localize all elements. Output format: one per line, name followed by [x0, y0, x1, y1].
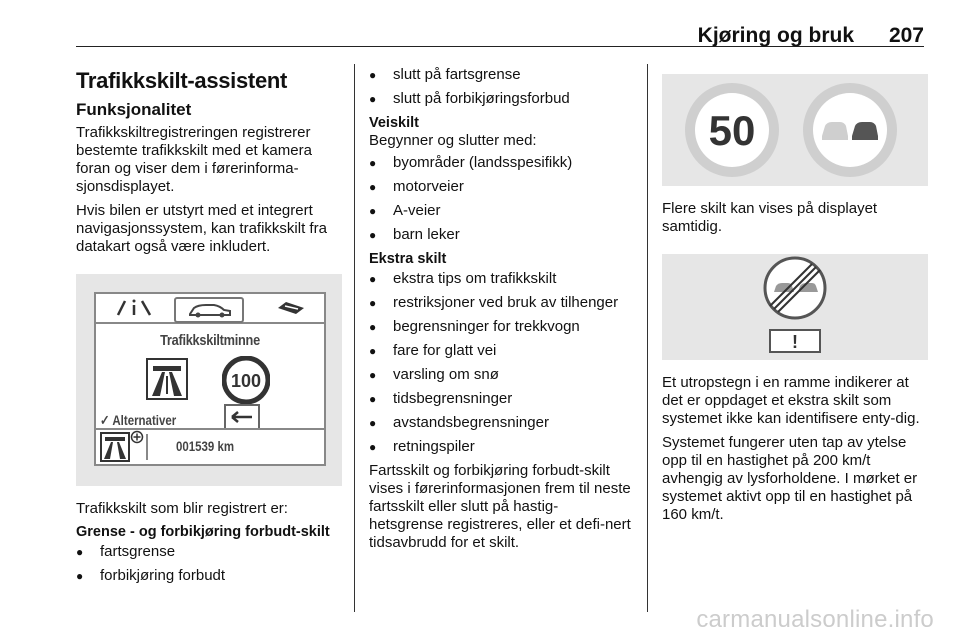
watermark: carmanualsonline.info	[696, 606, 934, 633]
column-divider	[354, 64, 355, 612]
column-3	[662, 66, 928, 530]
signs-figure	[662, 74, 928, 186]
figure-caption: Flere skilt kan vises på displayet samtidig.	[662, 200, 878, 235]
car-icon	[176, 299, 242, 321]
list-item: ● fartsgrense	[76, 543, 342, 561]
veiskilt-title: Veiskilt	[369, 115, 419, 131]
speed-limit-value: 100	[230, 371, 262, 391]
veiskilt-intro: Begynner og slutter med:	[369, 132, 537, 149]
list-item: ● slutt på forbikjøringsforbud	[369, 90, 631, 108]
list-item: ● forbikjøring forbudt	[76, 567, 342, 585]
page-number: 207	[888, 24, 924, 47]
list-item: ● byområder (landsspesifikk)	[369, 154, 631, 172]
column-1	[76, 58, 342, 591]
figure-caption: Trafikkskilt som blir registrert er:	[76, 500, 288, 517]
odometer: 001539 km	[176, 438, 235, 454]
list-item: ● fare for glatt vei	[369, 342, 631, 360]
plus-circle-icon	[130, 430, 144, 444]
list-item: ● tidsbegrensninger	[369, 390, 631, 408]
list-item: ● retningspiler	[369, 438, 631, 456]
speed-sign-value: 50	[708, 107, 756, 154]
group-title: Grense - og forbikjøring forbudt-skilt	[76, 524, 330, 540]
list-item: ● motorveier	[369, 178, 631, 196]
driver-info-display-figure	[76, 274, 342, 486]
car-tab	[174, 297, 244, 323]
signs-illustration	[662, 74, 928, 186]
display-tab-row	[96, 294, 324, 324]
motorway-small-icon	[100, 432, 130, 462]
no-overtaking-sign-icon	[803, 83, 897, 177]
check-icon: ✓	[100, 412, 110, 428]
column-2	[369, 64, 631, 558]
veiskilt-list	[369, 154, 631, 244]
top-list	[369, 66, 631, 108]
section-heading: Trafikkskilt-assistent	[76, 68, 288, 93]
road-sign-icon	[276, 300, 306, 316]
ekstra-title: Ekstra skilt	[369, 251, 447, 267]
paragraph: Systemet fungerer uten tap av ytelse opp til en hastighet på 200 km/t avhengig av lysforholdene. I mørket er systemet aktivt opp til en hastighet på 160 km/t.	[662, 434, 918, 523]
list-item: ● varsling om snø	[369, 366, 631, 384]
extra-sign-figure	[662, 254, 928, 360]
motorway-sign-icon	[146, 358, 188, 400]
paragraph: Fartsskilt og forbikjøring forbudt-skilt vises i førerinformasjonen frem til neste fartsskilt eller slutt på hastig-hetsgrense registreres, eller et defi-nert tidsavbrudd for et skilt.	[369, 462, 631, 551]
paragraph: Et utropstegn i en ramme indikerer at det er oppdaget et ekstra skilt som systemet ikke kan identifisere enty-dig.	[662, 374, 920, 427]
page-header	[76, 14, 924, 47]
extra-sign-illustration	[662, 254, 928, 360]
list-item: ● slutt på fartsgrense	[369, 66, 631, 84]
alternatives-label	[100, 412, 176, 429]
list-item: ● restriksjoner ved bruk av tilhenger	[369, 294, 631, 312]
alternatives-text: Alternativer	[112, 412, 177, 428]
list-item: ● A-veier	[369, 202, 631, 220]
column-divider	[647, 64, 648, 612]
paragraph: Hvis bilen er utstyrt med et integrert navigasjonssystem, kan trafikkskilt fra datakart også være inkludert.	[76, 202, 327, 255]
status-divider	[146, 434, 148, 460]
exclamation-icon: !	[792, 332, 798, 352]
speed-limit-sign-icon	[222, 356, 270, 404]
display-title: Trafikkskiltminne	[160, 332, 260, 349]
lane-icon	[116, 299, 152, 317]
display-screen	[94, 292, 326, 466]
display-status-bar	[96, 428, 324, 464]
list-item: ● avstandsbegrensninger	[369, 414, 631, 432]
ekstra-list	[369, 270, 631, 456]
arrow-left-icon	[226, 406, 258, 428]
list-item: ● ekstra tips om trafikkskilt	[369, 270, 631, 288]
list-item: ● begrensninger for trekkvogn	[369, 318, 631, 336]
end-of-restriction-sign-icon	[765, 258, 825, 318]
section-subheading: Funksjonalitet	[76, 100, 192, 119]
back-button	[224, 404, 260, 430]
paragraph: Trafikkskiltregistreringen registrerer bestemte trafikkskilt med et kamera foran og viser dem i førerinforma-sjonsdisplayet.	[76, 124, 312, 195]
group1-list	[76, 543, 342, 585]
list-item: ● barn leker	[369, 226, 631, 244]
header-title: Kjøring og bruk	[697, 24, 854, 47]
